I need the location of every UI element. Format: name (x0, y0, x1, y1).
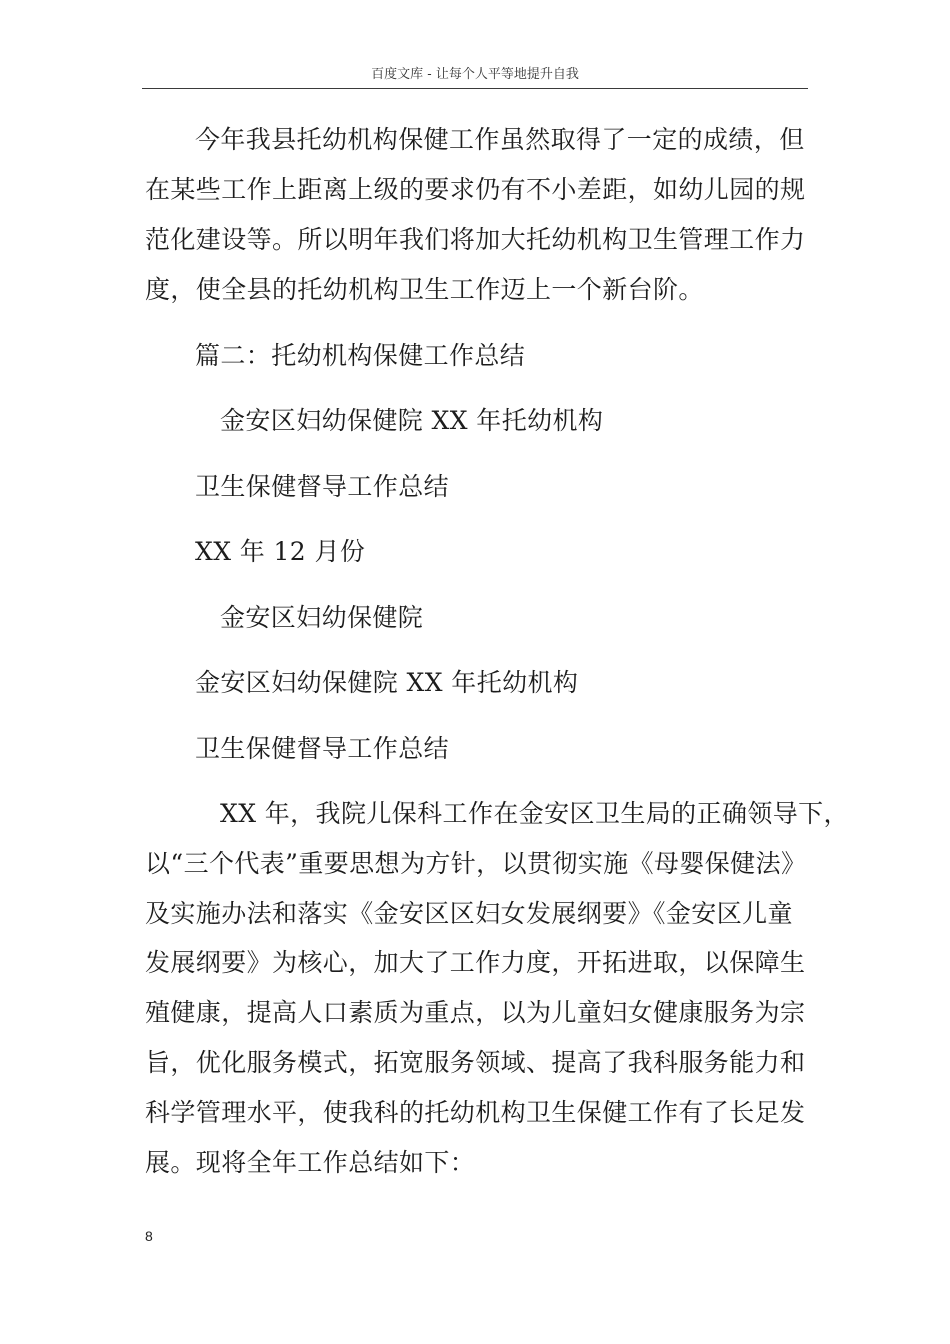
text-line: XX 年，我院儿保科工作在金安区卫生局的正确领导下， (220, 799, 849, 828)
text-line: 及实施办法和落实《金安区区妇女发展纲要》《金安区儿童 (145, 898, 793, 928)
report-title-line-1 (145, 396, 825, 446)
text-line: 金安区妇幼保健院 (220, 602, 424, 632)
report-organization (145, 593, 825, 643)
paragraph-annual-overview (145, 789, 849, 1187)
text-line: 以“三个代表”重要思想为方针，以贯彻实施《母婴保健法》 (145, 848, 807, 878)
text-line: 今年我县托幼机构保健工作虽然取得了一定的成绩，但 (195, 125, 805, 154)
report-date (145, 527, 825, 577)
report-subtitle-line-2 (145, 724, 825, 774)
text-line: 篇二：托幼机构保健工作总结 (195, 340, 526, 370)
text-line: 旨，优化服务模式，拓宽服务领域、提高了我科服务能力和 (145, 1047, 806, 1077)
paragraph-summary-outlook (145, 115, 825, 315)
text-line: 展。现将全年工作总结如下： (145, 1147, 476, 1177)
text-line: 科学管理水平，使我科的托幼机构卫生保健工作有了长足发 (145, 1097, 806, 1127)
document-body (145, 115, 849, 1203)
text-line: 在某些工作上距离上级的要求仍有不小差距，如幼儿园的规 (145, 175, 806, 204)
text-line: 金安区妇幼保健院 XX 年托幼机构 (195, 668, 579, 697)
text-line: 卫生保健督导工作总结 (195, 733, 450, 763)
text-line: 度，使全县的托幼机构卫生工作迈上一个新台阶。 (145, 275, 704, 304)
text-line: 卫生保健督导工作总结 (195, 471, 450, 501)
report-subtitle-line-1 (145, 658, 825, 708)
text-line: 殖健康，提高人口素质为重点，以为儿童妇女健康服务为宗 (145, 998, 806, 1028)
report-title-line-2 (145, 462, 825, 512)
text-line: XX 年 12 月份 (195, 537, 366, 566)
header-divider (142, 88, 808, 89)
text-line: 金安区妇幼保健院 XX 年托幼机构 (220, 406, 604, 435)
page-number: 8 (145, 1228, 153, 1244)
header-title: 百度文库 - 让每个人平等地提升自我 (371, 67, 579, 82)
text-line: 范化建设等。所以明年我们将加大托幼机构卫生管理工作力 (145, 225, 806, 254)
section-heading (145, 331, 825, 381)
text-line: 发展纲要》为核心，加大了工作力度，开拓进取，以保障生 (145, 948, 806, 978)
